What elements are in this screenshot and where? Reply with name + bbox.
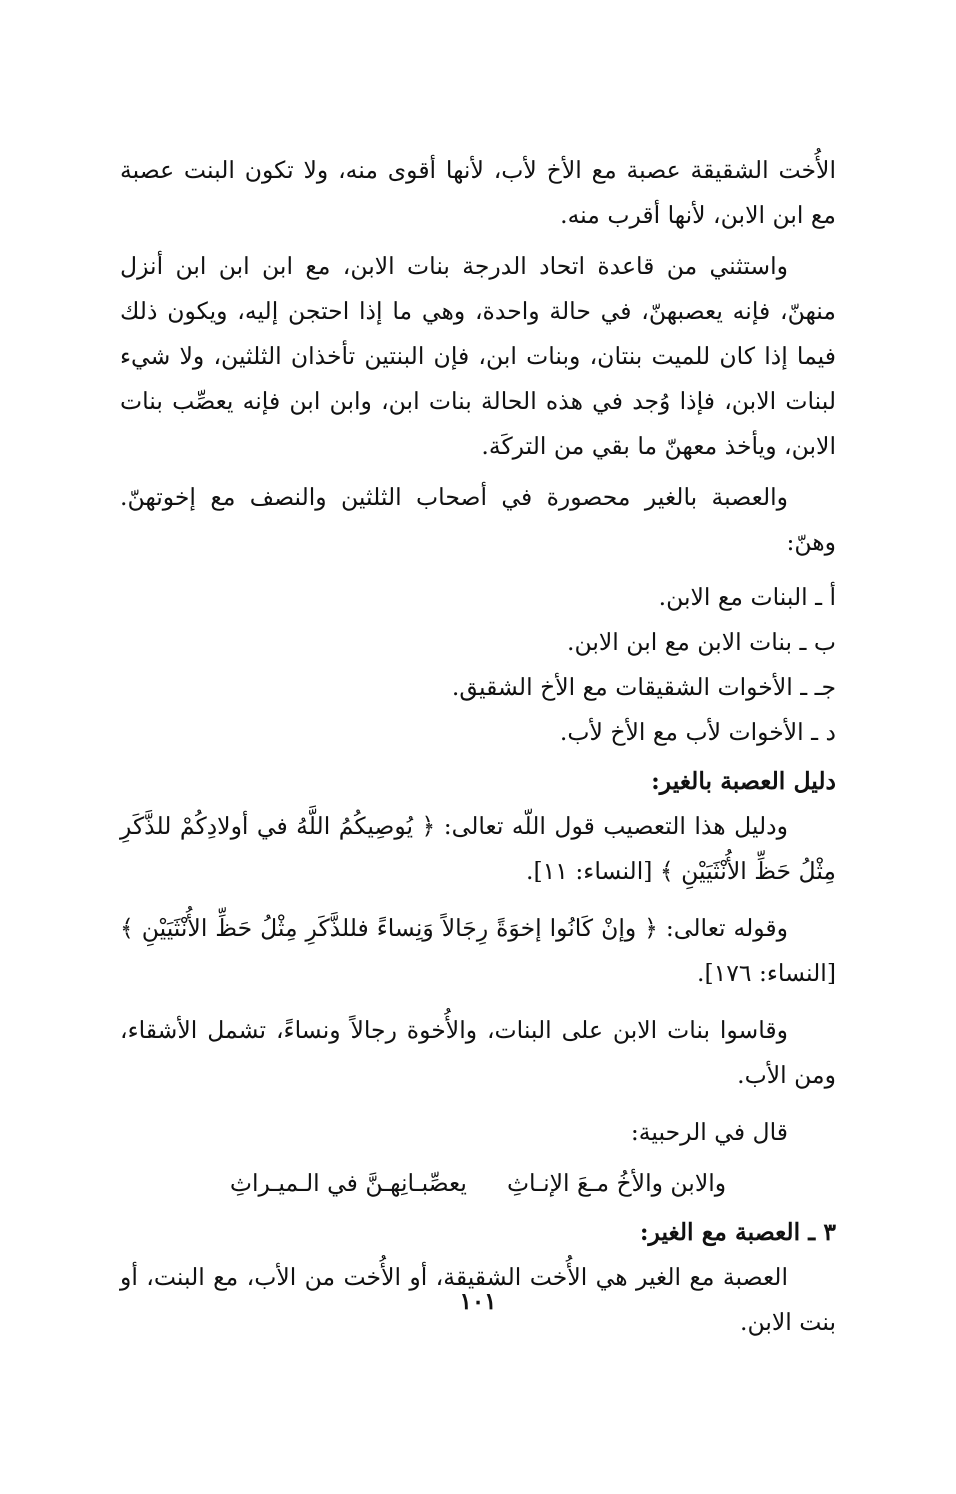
page-body [120,148,836,1345]
asaba-list [120,575,836,755]
paragraph-evidence-1: ودليل هذا التعصيب قول اللّه تعالى: ﴿ يُوصِيكُمُ اللَّهُ في أولادِكُمْ للذَّكَرِ مِثْلُ حَظِّ الأُنْثَيَيْنِ ﴾ [النساء: ١١]. [120,812,836,885]
rahbiya-intro: قال في الرحبية: [630,1118,788,1146]
list-item: ب ـ بنات الابن مع ابن الابن. [567,628,836,656]
paragraph-evidence-2: وقوله تعالى: ﴿ وإنْ كَانُوا إخوَةً رِجَالاً وَنِساءً فللذَّكَرِ مِثْلُ حَظِّ الأُنْثَيَيْنِ ﴾ [النساء: ١٧٦]. [120,914,836,987]
paragraph-exception: واستثني من قاعدة اتحاد الدرجة بنات الابن، مع ابن ابن ابن أنزل منهنّ، فإنه يعصبهنّ، في حالة واحدة، وهي ما إذا احتجن إليه، ويكون ذلك فيما إذا كان للميت بنتان، وبنات ابن، فإن البنتين تأخذان الثلثين، ولا شيء لبنات الابن، فإذا وُجد في هذه الحالة بنات ابن، وابن ابن فإنه يعصِّب بنات الابن، ويأخذ معهنّ ما بقي من التركَة. [120,252,836,460]
paragraph-asaba-bil-ghayr: والعصبة بالغير محصورة في أصحاب الثلثين والنصف مع إخوتهنّ. وهنّ: [120,483,836,556]
page-number: ١٠١ [459,1288,497,1315]
list-item: أ ـ البنات مع الابن. [658,583,836,611]
list-item: د ـ الأخوات لأب مع الأخ لأب. [559,718,836,746]
paragraph-sister-asaba: الأُخت الشقيقة عصبة مع الأخ لأب، لأنها أقوى منه، ولا تكون البنت عصبة مع ابن الابن، لأنها أقرب منه. [120,156,836,229]
verse-hemistich-2: يعصِّبـانِهـنَّ في الـميـراثِ [229,1169,467,1197]
paragraph-closing: العصبة مع الغير هي الأُخت الشقيقة، أو الأُخت من الأب، مع البنت، أو بنت الابن. [120,1263,836,1336]
section-heading-asaba-maa-ghayr: ٣ ـ العصبة مع الغير: [639,1218,836,1246]
verse-hemistich-1: والابن والأخُ مـعَ الإنـاثِ [506,1169,727,1197]
list-item: جـ ـ الأخوات الشقيقات مع الأخ الشقيق. [451,673,836,701]
poem-verse [120,1161,836,1206]
paragraph-evidence-3: وقاسوا بنات الابن على البنات، والأُخوة رجالاً ونساءً، تشمل الأشقاء، ومن الأب. [120,1016,836,1089]
section-heading-evidence: دليل العصبة بالغير: [651,767,836,795]
